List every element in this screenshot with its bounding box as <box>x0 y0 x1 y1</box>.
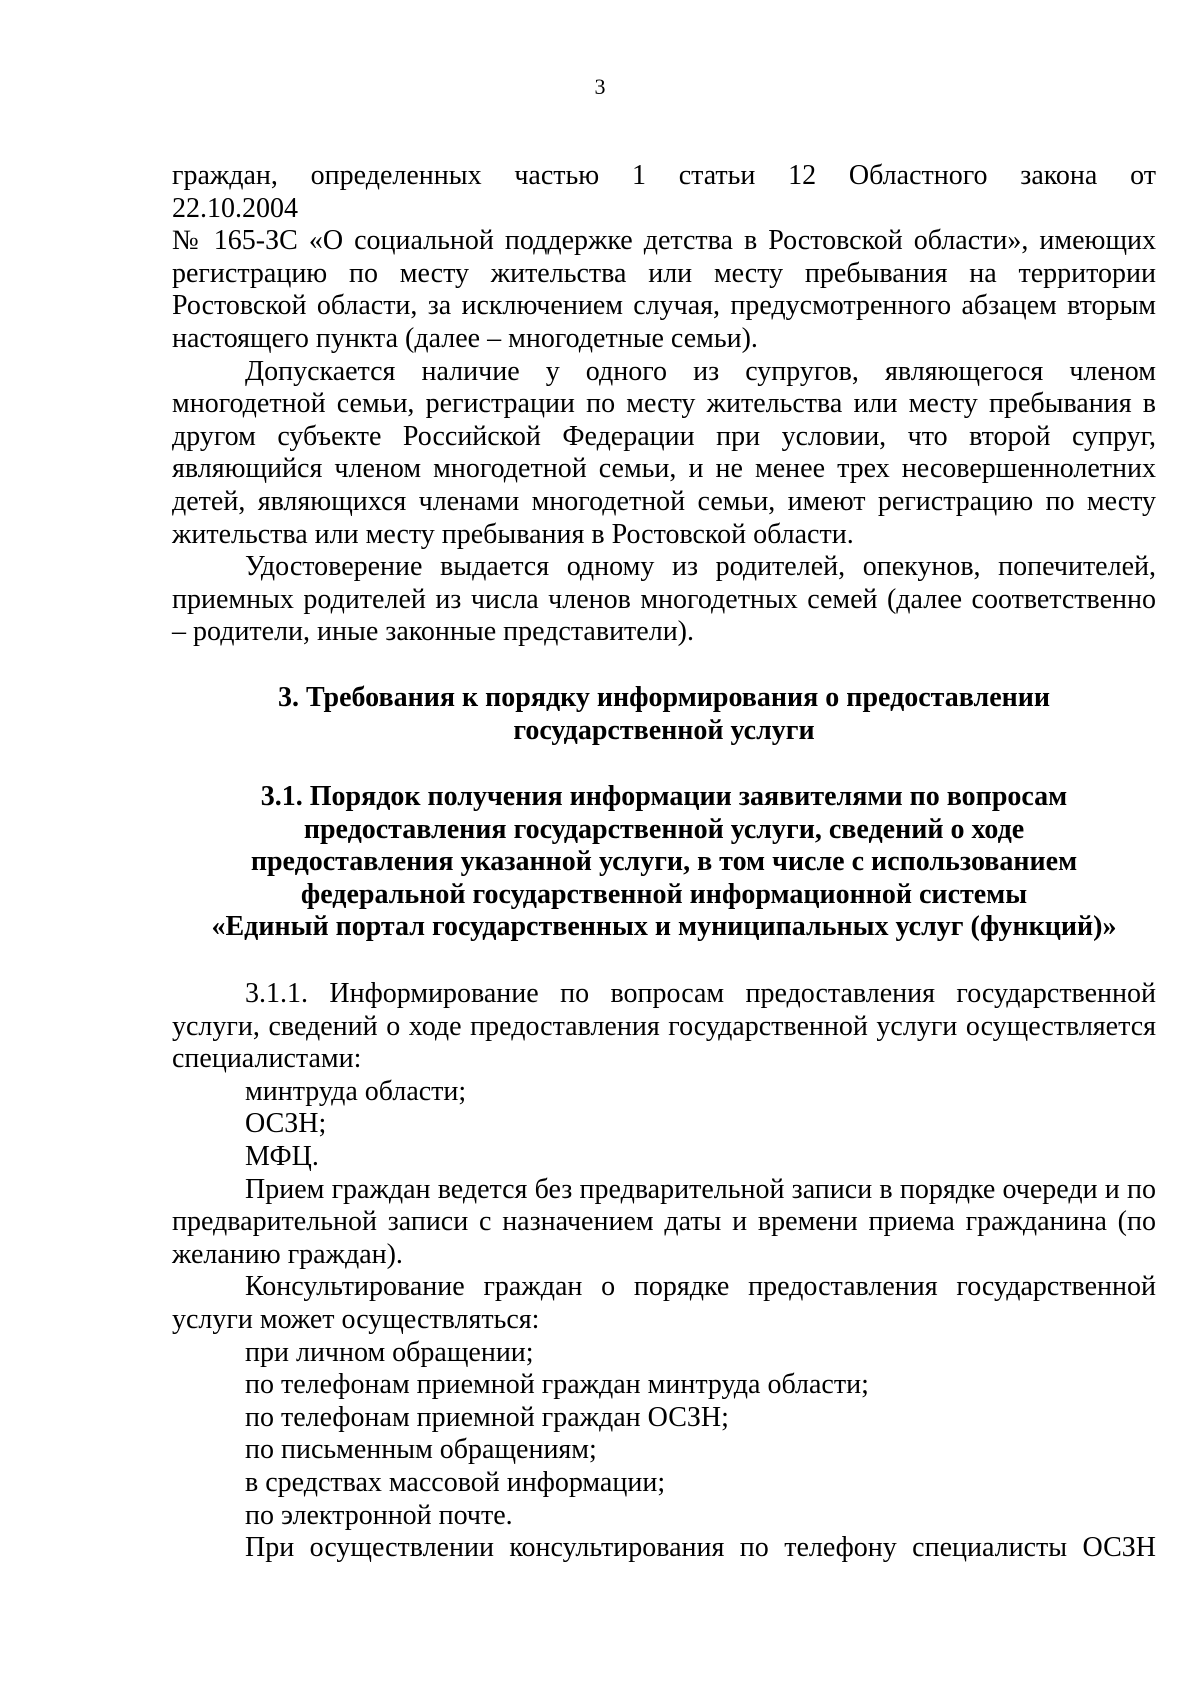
word: 12 <box>788 160 817 191</box>
heading-line: предоставления указанной услуги, в том числе с использованием <box>250 846 1078 878</box>
heading-line: федеральной государственной информационной системы <box>300 878 1028 910</box>
paragraph-phone-consult: При осуществлении консультирования по телефону специалисты ОСЗН <box>245 1532 1156 1564</box>
list-item: по электронной почте. <box>245 1499 513 1531</box>
word: 1 <box>631 160 646 191</box>
list-item: при личном обращении; <box>245 1336 534 1368</box>
paragraph-consult: Консультирование граждан о порядке предоставления государственной услуги может осуществляться: <box>172 1271 1156 1335</box>
word: Областного <box>848 160 988 191</box>
intro-first-line <box>172 160 1156 193</box>
heading-line: 3. Требования к порядку информирования о предоставлении <box>277 681 1051 713</box>
list-item: ОСЗН; <box>245 1108 327 1140</box>
paragraph-certificate: Удостоверение выдается одному из родителей, опекунов, попечителей, приемных родителей из числа членов многодетных семей (далее соответственно – родители, иные законные представители). <box>172 551 1156 648</box>
list-item: в средствах массовой информации; <box>245 1466 666 1498</box>
intro-rest: № 165-ЗС «О социальной поддержке детства в Ростовской области», имеющих регистрацию по месту жительства или месту пребывания на территории Ростовской области, за исключением случая, предусмотренного абзацем вторым настоящего пункта (далее – многодетные семьи). <box>172 225 1156 354</box>
heading-line: «Единый портал государственных и муниципальных услуг (функций)» <box>211 911 1117 943</box>
word: частью <box>514 160 600 191</box>
heading-line: государственной услуги <box>513 714 815 746</box>
list-item: по телефонам приемной граждан ОСЗН; <box>245 1401 729 1433</box>
paragraph-3-1-1: 3.1.1. Информирование по вопросам предоставления государственной услуги, сведений о ходе предоставления государственной услуги осуществляется специалистами: <box>172 978 1156 1075</box>
word: граждан, <box>172 160 278 191</box>
intro-date-line: 22.10.2004 <box>172 192 298 224</box>
section-heading-3 <box>172 682 1156 747</box>
list-item: по письменным обращениям; <box>245 1434 597 1466</box>
heading-line: 3.1. Порядок получения информации заявителями по вопросам <box>260 781 1068 813</box>
list-item: МФЦ. <box>245 1141 319 1173</box>
paragraph-reception: Прием граждан ведется без предварительной записи в порядке очереди и по предварительной записи с назначением даты и времени приема гражданина (по желанию граждан). <box>172 1173 1156 1270</box>
word: определенных <box>310 160 482 191</box>
paragraph-intro <box>172 160 1156 356</box>
list-item: минтруда области; <box>245 1075 467 1107</box>
paragraph-allowed: Допускается наличие у одного из супругов, являющегося членом многодетной семьи, регистрации по месту жительства или месту пребывания в другом субъекте Российской Федерации при условии, что второй супруг, являющийся членом многодетной семьи, и не менее трех несовершеннолетних детей, являющихся членами многодетной семьи, имеют регистрацию по месту жительства или месту пребывания в Ростовской области. <box>172 355 1156 550</box>
page-number: 3 <box>594 74 606 99</box>
document-body <box>172 160 1156 1565</box>
heading-line: предоставления государственной услуги, сведений о ходе <box>303 813 1025 845</box>
word: от <box>1130 160 1156 191</box>
list-item: по телефонам приемной граждан минтруда области; <box>245 1369 869 1401</box>
specialists-list <box>172 1076 1156 1174</box>
word: статьи <box>678 160 756 191</box>
consult-methods-list <box>172 1337 1156 1533</box>
word: закона <box>1020 160 1098 191</box>
section-heading-3-1 <box>172 781 1156 944</box>
